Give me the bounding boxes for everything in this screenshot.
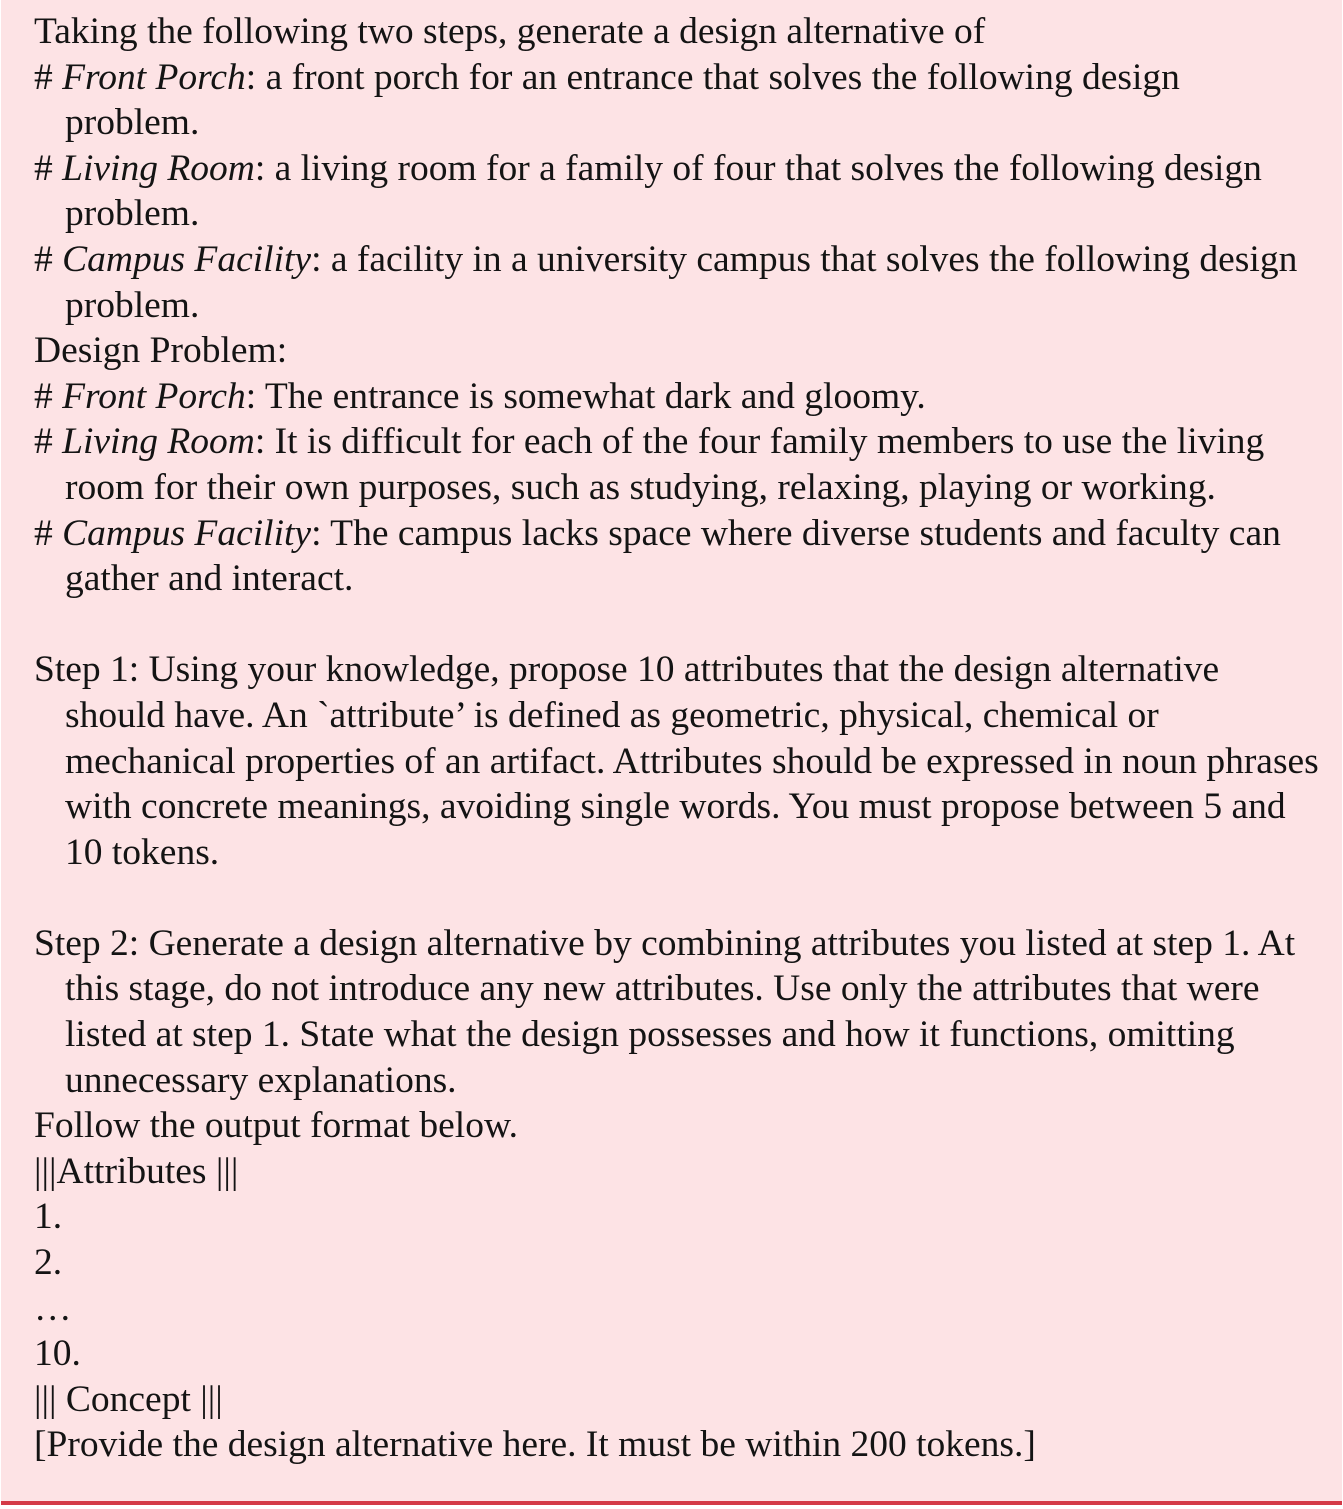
problem-label: Living Room bbox=[62, 421, 255, 463]
problem-front-porch bbox=[34, 374, 1322, 420]
problem-label: Campus Facility bbox=[62, 512, 312, 554]
problem-prefix: # bbox=[34, 375, 63, 417]
alternative-campus-facility bbox=[34, 237, 1322, 328]
problem-prefix: # bbox=[34, 421, 63, 463]
alternative-prefix: # bbox=[34, 238, 63, 280]
alternative-label: Living Room bbox=[62, 147, 255, 189]
step-1-instruction: Step 1: Using your knowledge, propose 10 attributes that the design alternative should have. An `attribute’ is defined as geometric, physical, chemical or mechanical properties of an artifact. Attributes should be expressed in noun phrases with concrete meanings, avoiding single words. You must propose between 5 and 10 tokens. bbox=[34, 649, 1319, 873]
alternative-label: Campus Facility bbox=[62, 238, 312, 280]
alternative-front-porch bbox=[34, 55, 1322, 146]
output-format-line: 10. bbox=[34, 1333, 81, 1375]
problem-campus-facility bbox=[34, 511, 1322, 602]
output-format-line: |||Attributes ||| bbox=[34, 1150, 239, 1192]
step-2-instruction: Step 2: Generate a design alternative by combining attributes you listed at step 1. At this stage, do not introduce any new attributes. Use only the attributes that were listed at step 1. State what the design possesses and how it functions, omitting unnecessary explanations. bbox=[34, 922, 1296, 1101]
design-problem-heading: Design Problem: bbox=[34, 330, 288, 372]
output-format-line: … bbox=[34, 1287, 72, 1329]
alternative-text: : a living room for a family of four that solves the following design problem. bbox=[65, 147, 1262, 235]
problem-label: Front Porch bbox=[62, 375, 246, 417]
problem-text: : It is difficult for each of the four family members to use the living room for their own purposes, such as studying, relaxing, playing or working. bbox=[65, 421, 1265, 508]
problem-text: : The entrance is somewhat dark and gloomy. bbox=[245, 375, 926, 417]
spacer bbox=[34, 875, 1322, 921]
alternative-prefix: # bbox=[34, 147, 63, 189]
alternative-label: Front Porch bbox=[62, 56, 246, 98]
output-format-line: 1. bbox=[34, 1196, 63, 1238]
intro-text: Taking the following two steps, generate a design alternative of bbox=[34, 11, 986, 52]
problem-text: : The campus lacks space where diverse students and faculty can gather and interact. bbox=[65, 512, 1281, 600]
alternative-living-room bbox=[34, 146, 1322, 237]
problem-prefix: # bbox=[34, 512, 63, 554]
alternative-text: : a facility in a university campus that solves the following design problem. bbox=[65, 238, 1298, 326]
prompt-box bbox=[1, 0, 1342, 1501]
alternative-text: : a front porch for an entrance that solves the following design problem. bbox=[65, 56, 1180, 144]
output-format-line: ||| Concept ||| bbox=[34, 1378, 223, 1420]
output-format-line: [Provide the design alternative here. It must be within 200 tokens.] bbox=[34, 1424, 1036, 1466]
output-format-line: 2. bbox=[34, 1242, 63, 1284]
format-heading: Follow the output format below. bbox=[34, 1105, 518, 1147]
spacer bbox=[34, 602, 1322, 648]
bottom-rule bbox=[1, 1501, 1342, 1505]
problem-living-room bbox=[34, 419, 1322, 510]
alternative-prefix: # bbox=[34, 56, 63, 98]
output-format bbox=[34, 1149, 1322, 1468]
